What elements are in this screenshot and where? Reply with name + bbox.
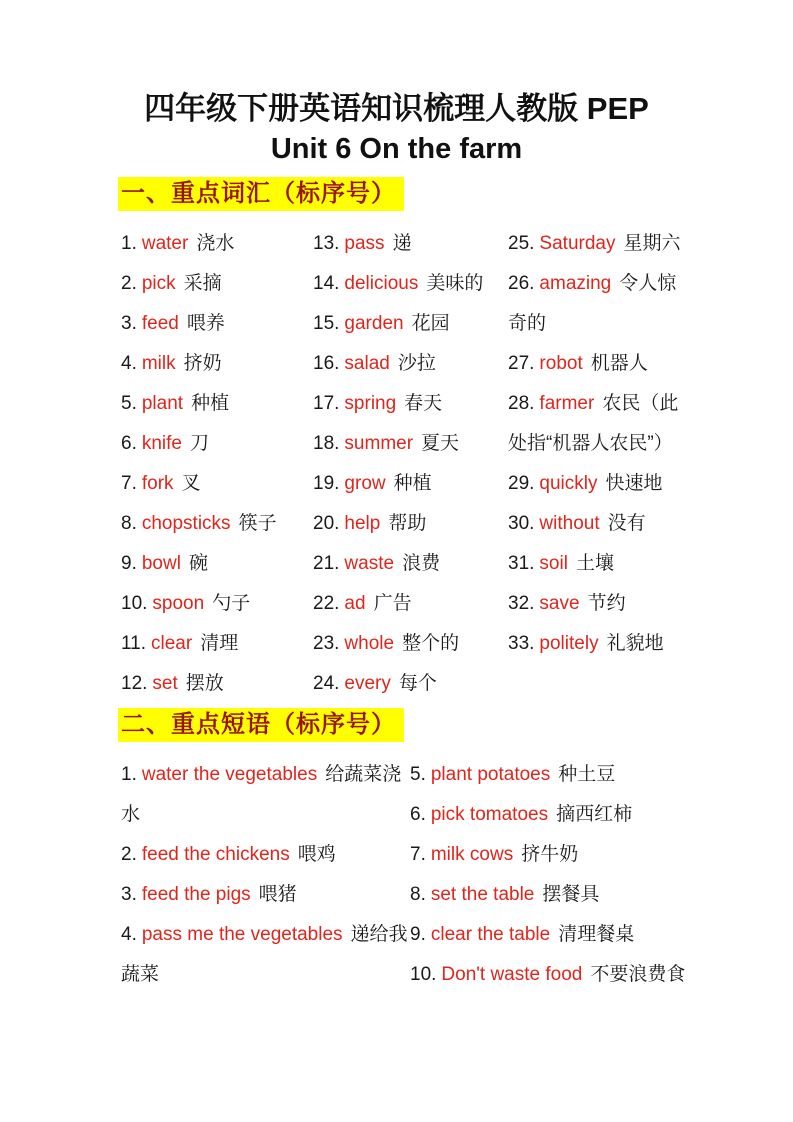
vocab-entry: [508, 584, 686, 624]
entry-chinese-meaning: 喂养: [186, 312, 225, 334]
section-heading-phrases: 二、重点短语（标序号）: [118, 708, 404, 742]
vocab-column-3: [508, 224, 686, 704]
vocabulary-list: [121, 224, 793, 704]
entry-number: 9.: [121, 552, 137, 574]
vocab-entry: [508, 224, 686, 264]
entry-number: 14.: [313, 272, 340, 294]
entry-number: 5.: [410, 763, 426, 785]
entry-chinese-meaning: 浇水: [196, 232, 235, 254]
entry-english-word: garden: [344, 312, 404, 334]
vocab-entry: [313, 304, 508, 344]
entry-chinese-meaning: 摆放: [185, 672, 224, 694]
entry-english-phrase: water the vegetables: [141, 763, 318, 785]
phrase-entry: [410, 955, 693, 995]
entry-chinese-meaning: 令人惊奇的: [508, 272, 677, 334]
phrase-entry: [410, 875, 693, 915]
entry-number: 3.: [121, 312, 137, 334]
entry-english-word: water: [141, 232, 189, 254]
vocab-entry: [313, 584, 508, 624]
entry-english-phrase: pass me the vegetables: [141, 923, 343, 945]
entry-chinese-meaning: 给蔬菜浇水: [121, 763, 402, 825]
phrase-entry: [121, 755, 410, 835]
phrase-entry: [121, 835, 410, 875]
entry-english-word: every: [344, 672, 391, 694]
entry-chinese-meaning: 广告: [373, 592, 412, 614]
entry-english-phrase: plant potatoes: [430, 763, 551, 785]
vocab-entry: [508, 344, 686, 384]
vocab-entry: [313, 504, 508, 544]
phrases-column-2: [410, 755, 693, 995]
vocab-entry: [121, 664, 313, 704]
entry-english-word: save: [539, 592, 580, 614]
entry-number: 24.: [313, 672, 340, 694]
vocab-entry: [121, 424, 313, 464]
entry-english-word: pick: [141, 272, 176, 294]
vocab-entry: [313, 544, 508, 584]
page-title: 四年级下册英语知识梳理人教版 PEP: [144, 91, 649, 126]
entry-english-phrase: set the table: [430, 883, 535, 905]
entry-number: 1.: [121, 763, 137, 785]
entry-chinese-meaning: 夏天: [421, 432, 460, 454]
entry-number: 29.: [508, 472, 535, 494]
entry-english-word: without: [539, 512, 600, 534]
entry-english-word: fork: [141, 472, 174, 494]
section-vocabulary-heading-row: [118, 177, 793, 211]
entry-english-word: soil: [539, 552, 568, 574]
entry-number: 15.: [313, 312, 340, 334]
entry-chinese-meaning: 土壤: [575, 552, 614, 574]
entry-chinese-meaning: 种土豆: [558, 763, 616, 785]
entry-number: 2.: [121, 843, 137, 865]
vocab-entry: [121, 304, 313, 344]
entry-number: 9.: [410, 923, 426, 945]
entry-chinese-meaning: 花园: [411, 312, 450, 334]
entry-number: 8.: [121, 512, 137, 534]
vocab-entry: [313, 384, 508, 424]
entry-english-word: plant: [141, 392, 184, 414]
vocab-entry: [313, 264, 508, 304]
entry-chinese-meaning: 整个的: [402, 632, 460, 654]
entry-number: 19.: [313, 472, 340, 494]
entry-chinese-meaning: 筷子: [238, 512, 277, 534]
entry-chinese-meaning: 帮助: [388, 512, 427, 534]
entry-number: 30.: [508, 512, 535, 534]
entry-english-word: salad: [344, 352, 390, 374]
entry-english-word: ad: [344, 592, 366, 614]
entry-number: 27.: [508, 352, 535, 374]
entry-number: 22.: [313, 592, 340, 614]
entry-chinese-meaning: 星期六: [623, 232, 681, 254]
entry-chinese-meaning: 不要浪费食: [590, 963, 686, 985]
entry-number: 6.: [121, 432, 137, 454]
entry-number: 17.: [313, 392, 340, 414]
entry-chinese-meaning: 农民（此处指“机器人农民”）: [508, 392, 679, 454]
entry-english-word: farmer: [539, 392, 595, 414]
entry-chinese-meaning: 浪费: [402, 552, 441, 574]
vocab-entry: [508, 384, 686, 464]
vocab-entry: [508, 504, 686, 544]
entry-number: 33.: [508, 632, 535, 654]
vocab-entry: [121, 624, 313, 664]
entry-english-word: bowl: [141, 552, 181, 574]
entry-english-word: spring: [344, 392, 397, 414]
entry-english-word: robot: [539, 352, 583, 374]
vocab-entry: [121, 224, 313, 264]
entry-chinese-meaning: 挤奶: [183, 352, 222, 374]
phrase-entry: [121, 875, 410, 915]
vocab-entry: [121, 464, 313, 504]
entry-number: 12.: [121, 672, 148, 694]
entry-chinese-meaning: 摆餐具: [542, 883, 600, 905]
entry-english-phrase: feed the pigs: [141, 883, 251, 905]
entry-english-word: politely: [539, 632, 599, 654]
vocab-entry: [121, 344, 313, 384]
entry-chinese-meaning: 没有: [607, 512, 646, 534]
entry-chinese-meaning: 礼貌地: [606, 632, 664, 654]
entry-number: 4.: [121, 352, 137, 374]
entry-english-word: set: [152, 672, 178, 694]
entry-number: 2.: [121, 272, 137, 294]
entry-english-word: whole: [344, 632, 395, 654]
vocab-entry: [508, 624, 686, 664]
entry-chinese-meaning: 种植: [393, 472, 432, 494]
vocab-entry: [313, 424, 508, 464]
entry-number: 26.: [508, 272, 535, 294]
vocab-entry: [313, 344, 508, 384]
vocab-column-1: [121, 224, 313, 704]
entry-english-phrase: Don't waste food: [441, 963, 583, 985]
entry-chinese-meaning: 递给我蔬菜: [121, 923, 408, 985]
entry-chinese-meaning: 勺子: [212, 592, 251, 614]
entry-english-word: knife: [141, 432, 182, 454]
entry-chinese-meaning: 刀: [190, 432, 210, 454]
entry-english-phrase: pick tomatoes: [430, 803, 549, 825]
entry-chinese-meaning: 清理餐桌: [558, 923, 635, 945]
phrase-entry: [410, 755, 693, 795]
entry-english-word: amazing: [539, 272, 612, 294]
entry-number: 23.: [313, 632, 340, 654]
entry-chinese-meaning: 沙拉: [397, 352, 436, 374]
entry-number: 16.: [313, 352, 340, 374]
entry-chinese-meaning: 递: [392, 232, 412, 254]
entry-number: 11.: [121, 632, 147, 654]
entry-number: 18.: [313, 432, 340, 454]
entry-number: 3.: [121, 883, 137, 905]
entry-chinese-meaning: 节约: [587, 592, 626, 614]
entry-number: 21.: [313, 552, 340, 574]
entry-english-word: feed: [141, 312, 179, 334]
entry-number: 5.: [121, 392, 137, 414]
entry-number: 10.: [121, 592, 148, 614]
entry-number: 32.: [508, 592, 535, 614]
entry-chinese-meaning: 清理: [200, 632, 239, 654]
page-subtitle: Unit 6 On the farm: [270, 133, 523, 166]
entry-chinese-meaning: 碗: [188, 552, 208, 574]
vocab-entry: [313, 664, 508, 704]
vocab-entry: [121, 504, 313, 544]
entry-english-word: milk: [141, 352, 176, 374]
section-phrases-heading-row: [118, 708, 793, 742]
vocab-entry: [508, 264, 686, 344]
entry-number: 10.: [410, 963, 437, 985]
vocab-entry: [508, 464, 686, 504]
vocab-entry: [313, 464, 508, 504]
entry-english-word: pass: [344, 232, 385, 254]
entry-number: 31.: [508, 552, 535, 574]
vocab-entry: [121, 264, 313, 304]
vocab-entry: [313, 224, 508, 264]
phrases-list: [121, 755, 793, 995]
entry-number: 1.: [121, 232, 137, 254]
entry-english-word: clear: [151, 632, 193, 654]
vocab-column-2: [313, 224, 508, 704]
entry-chinese-meaning: 叉: [181, 472, 201, 494]
entry-english-word: spoon: [152, 592, 205, 614]
entry-chinese-meaning: 采摘: [183, 272, 222, 294]
entry-english-word: delicious: [344, 272, 419, 294]
entry-number: 25.: [508, 232, 535, 254]
entry-english-phrase: feed the chickens: [141, 843, 290, 865]
entry-chinese-meaning: 种植: [191, 392, 230, 414]
entry-number: 20.: [313, 512, 340, 534]
entry-chinese-meaning: 挤牛奶: [521, 843, 579, 865]
entry-chinese-meaning: 美味的: [426, 272, 484, 294]
entry-number: 7.: [410, 843, 426, 865]
vocab-entry: [313, 624, 508, 664]
entry-english-word: grow: [344, 472, 386, 494]
entry-number: 7.: [121, 472, 137, 494]
entry-chinese-meaning: 每个: [398, 672, 437, 694]
phrases-column-1: [121, 755, 410, 995]
entry-english-word: quickly: [539, 472, 598, 494]
entry-number: 28.: [508, 392, 535, 414]
entry-chinese-meaning: 快速地: [605, 472, 663, 494]
phrase-entry: [410, 795, 693, 835]
entry-number: 8.: [410, 883, 426, 905]
vocab-entry: [508, 544, 686, 584]
section-heading-vocabulary: 一、重点词汇（标序号）: [118, 177, 404, 211]
entry-english-word: waste: [344, 552, 395, 574]
entry-number: 13.: [313, 232, 340, 254]
entry-english-word: chopsticks: [141, 512, 231, 534]
phrase-entry: [410, 915, 693, 955]
entry-number: 6.: [410, 803, 426, 825]
phrase-entry: [410, 835, 693, 875]
vocab-entry: [121, 544, 313, 584]
entry-number: 4.: [121, 923, 137, 945]
entry-chinese-meaning: 喂鸡: [297, 843, 336, 865]
vocab-entry: [121, 584, 313, 624]
entry-chinese-meaning: 春天: [404, 392, 443, 414]
entry-chinese-meaning: 机器人: [590, 352, 648, 374]
entry-chinese-meaning: 摘西红柿: [556, 803, 633, 825]
phrase-entry: [121, 915, 410, 995]
entry-english-phrase: milk cows: [430, 843, 514, 865]
vocab-entry: [121, 384, 313, 424]
entry-english-word: help: [344, 512, 381, 534]
entry-english-word: summer: [344, 432, 414, 454]
entry-english-phrase: clear the table: [430, 923, 551, 945]
entry-english-word: Saturday: [539, 232, 616, 254]
entry-chinese-meaning: 喂猪: [258, 883, 297, 905]
